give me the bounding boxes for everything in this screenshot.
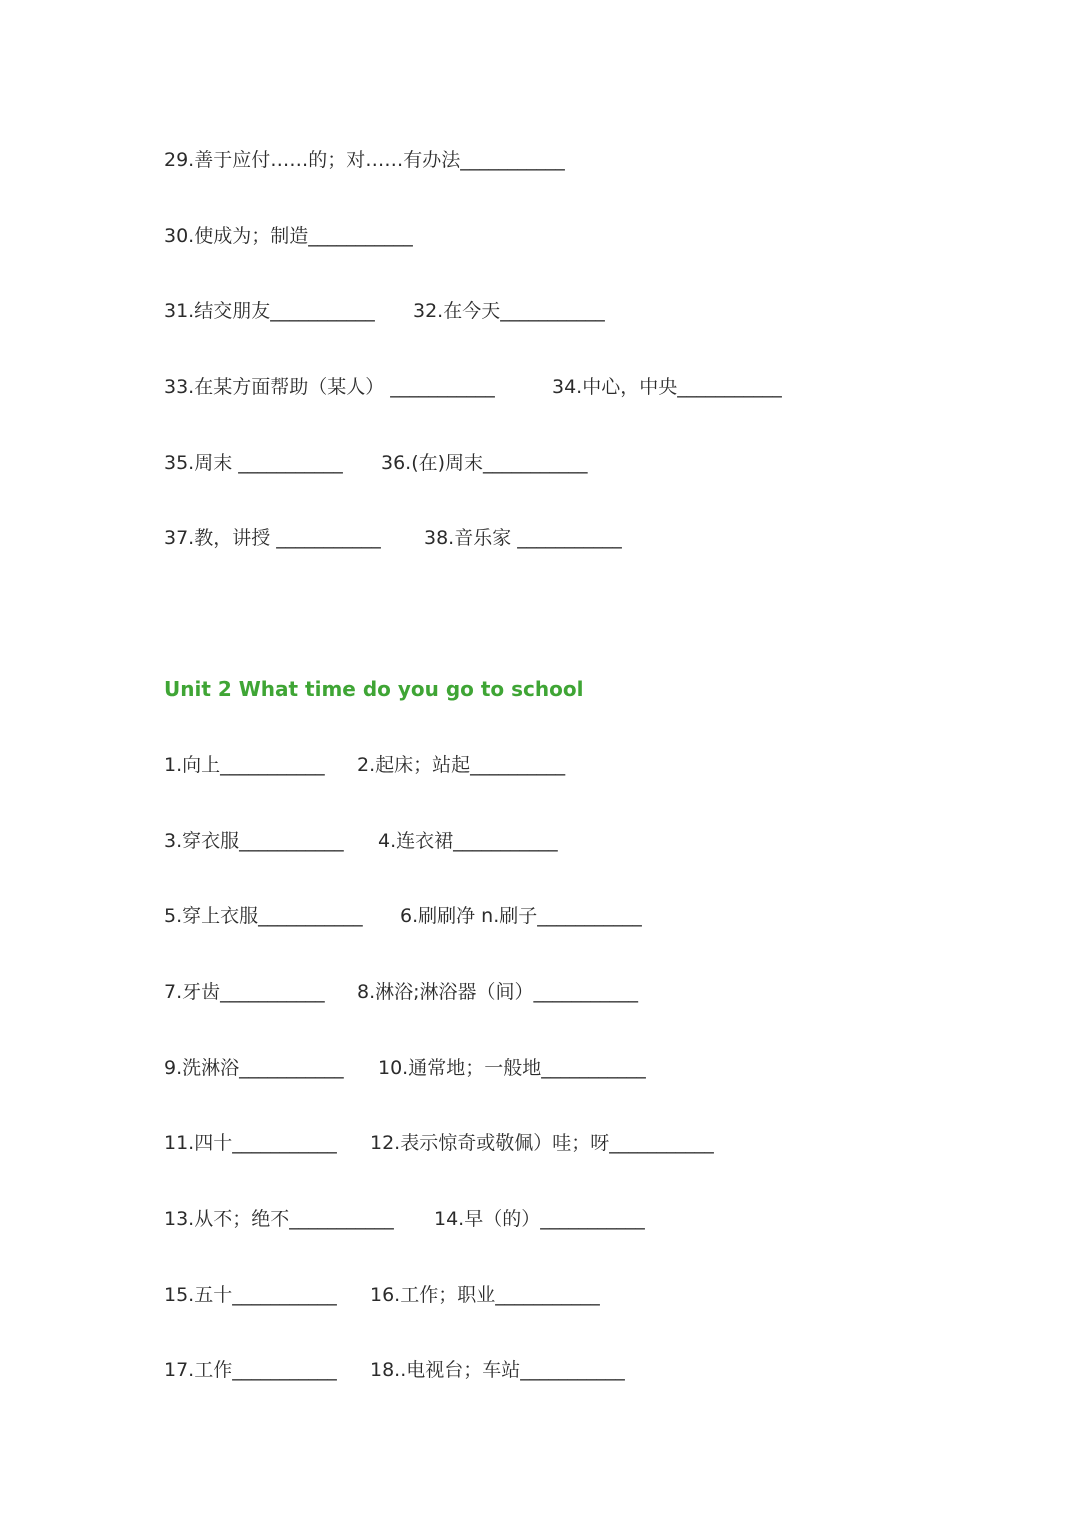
vocab-item-1: 1.向上___________ (164, 754, 325, 776)
vocab-row-37-38 (164, 524, 622, 552)
vocab-item-11: 11.四十___________ (164, 1132, 337, 1154)
vocab-item-35: 35.周末 ___________ (164, 452, 343, 474)
vocab-item-4: 4.连衣裙___________ (378, 830, 558, 852)
vocab-item-18: 18..电视台；车站___________ (370, 1359, 625, 1381)
vocab-row-29 (164, 146, 565, 174)
vocab-item-14: 14.早（的）___________ (434, 1208, 645, 1230)
vocab-row-31-32 (164, 297, 605, 325)
vocab-row-7-8 (164, 978, 639, 1006)
vocab-row-5-6 (164, 902, 642, 930)
vocab-row-35-36 (164, 449, 588, 477)
vocab-item-13: 13.从不；绝不___________ (164, 1208, 394, 1230)
vocab-item-38: 38.音乐家 ___________ (424, 527, 622, 549)
unit-heading: Unit 2 What time do you go to school (164, 677, 584, 701)
vocab-item-33: 33.在某方面帮助（某人） ___________ (164, 376, 495, 398)
vocab-item-12: 12.表示惊奇或敬佩）哇；呀___________ (370, 1132, 714, 1154)
vocab-item-3: 3.穿衣服___________ (164, 830, 344, 852)
vocab-item-6: 6.刷刷净 n.刷子___________ (400, 905, 642, 927)
vocab-item-31: 31.结交朋友___________ (164, 300, 375, 322)
vocab-item-32: 32.在今天___________ (413, 300, 605, 322)
vocab-item-8: 8.淋浴;淋浴器（间）___________ (357, 981, 639, 1003)
vocab-row-3-4 (164, 827, 558, 855)
vocab-item-2: 2.起床；站起__________ (357, 754, 566, 776)
vocab-item-34: 34.中心，中央___________ (552, 376, 782, 398)
vocab-item-16: 16.工作；职业___________ (370, 1284, 600, 1306)
vocab-item-30: 30.使成为；制造___________ (164, 225, 413, 247)
vocab-row-30 (164, 222, 413, 250)
vocab-item-9: 9.洗淋浴___________ (164, 1057, 344, 1079)
vocab-row-33-34 (164, 373, 782, 401)
vocab-row-17-18 (164, 1356, 625, 1384)
vocab-item-36: 36.(在)周末___________ (381, 452, 588, 474)
vocab-item-7: 7.牙齿___________ (164, 981, 325, 1003)
vocab-row-11-12 (164, 1129, 714, 1157)
vocab-row-9-10 (164, 1054, 646, 1082)
vocab-item-37: 37.教，讲授 ___________ (164, 527, 381, 549)
vocab-item-10: 10.通常地；一般地___________ (378, 1057, 646, 1079)
vocab-row-13-14 (164, 1205, 645, 1233)
vocab-item-15: 15.五十___________ (164, 1284, 337, 1306)
vocab-item-17: 17.工作___________ (164, 1359, 337, 1381)
vocab-item-5: 5.穿上衣服___________ (164, 905, 363, 927)
vocab-row-15-16 (164, 1281, 600, 1309)
vocab-item-29: 29.善于应付……的；对……有办法___________ (164, 149, 565, 171)
vocab-row-1-2 (164, 751, 566, 779)
